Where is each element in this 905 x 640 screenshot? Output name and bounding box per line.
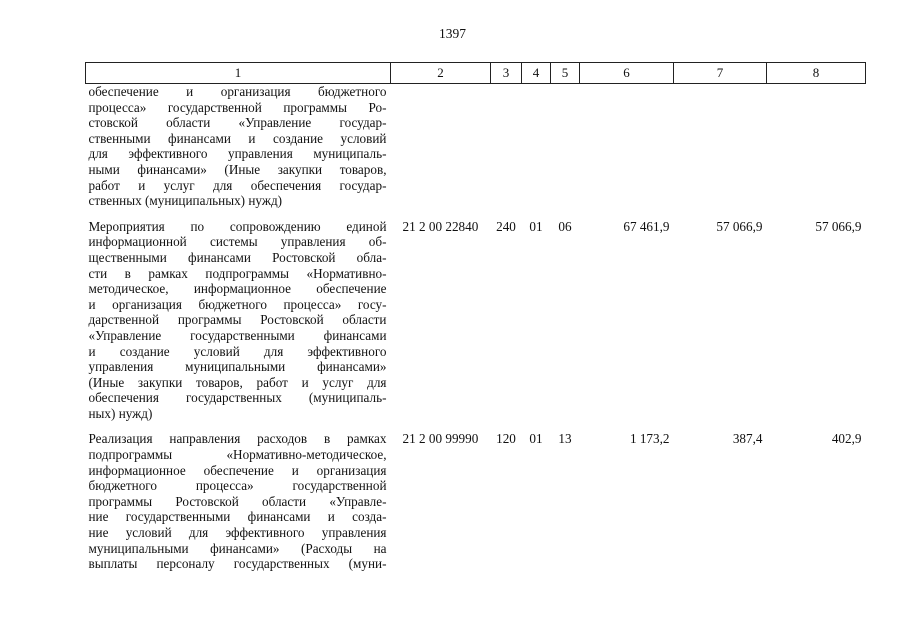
amount-year-3	[767, 84, 866, 219]
description-line: информационное обеспечение и организация	[88, 462, 387, 478]
target-article-code: 21 2 00 99990	[402, 431, 479, 447]
description-line: Мероприятия по сопровождению единой	[88, 218, 387, 234]
description-line: и организация бюджетного процесса» госу-	[88, 296, 387, 312]
target-article-code: 21 2 00 22840	[402, 218, 479, 234]
description-line: процесса» государственной программы Ро-	[88, 99, 387, 115]
amount-year-3: 57 066,9	[815, 218, 862, 234]
expense-type	[491, 84, 522, 219]
subsection-code	[551, 84, 580, 219]
section-code: 01	[529, 218, 543, 234]
description-line: и создание условий для эффективного	[88, 343, 387, 359]
description-line: ственными финансами и создание условий	[88, 130, 387, 146]
description-line: ние государственными финансами и созда-	[88, 509, 387, 525]
description-line: ственных (муниципальных) нужд)	[88, 193, 283, 209]
description-line: стовской области «Управление государ-	[88, 115, 387, 131]
header-col-2: 2	[391, 63, 491, 84]
table-row	[86, 84, 866, 219]
description-line: подпрограммы «Нормативно-методическое,	[88, 447, 387, 463]
amount-year-1: 1 173,2	[629, 431, 670, 447]
amount-year-2: 57 066,9	[716, 218, 763, 234]
header-col-7: 7	[674, 63, 767, 84]
description-line: программы Ростовской области «Управле-	[88, 493, 387, 509]
description-line: обеспечения государственных (муниципаль-	[88, 390, 387, 406]
description-line: управления муниципальными финансами»	[88, 359, 387, 375]
subsection-code: 13	[558, 431, 572, 447]
table-row	[86, 219, 866, 432]
description-line: ных) нужд)	[88, 405, 153, 421]
row-description	[86, 431, 391, 581]
amount-year-1	[580, 84, 674, 219]
description-line: муниципальными финансами» (Расходы на	[88, 540, 387, 556]
description-line: выплаты персоналу государственных (муни-	[88, 556, 387, 572]
amount-year-2	[674, 84, 767, 219]
description-line: сти в рамках подпрограммы «Нормативно-	[88, 265, 387, 281]
table-row	[86, 431, 866, 581]
amount-year-3: 402,9	[831, 431, 862, 447]
description-line: бюджетного процесса» государственной	[88, 478, 387, 494]
expense-type: 120	[496, 431, 516, 447]
target-article-code	[391, 84, 491, 219]
description-line: обеспечение и организация бюджетного	[88, 84, 387, 99]
amount-year-1: 67 461,9	[623, 218, 670, 234]
description-line: работ и услуг для обеспечения государ-	[88, 177, 387, 193]
header-col-3: 3	[491, 63, 522, 84]
description-line: (Иные закупки товаров, работ и услуг для	[88, 374, 387, 390]
description-line: ными финансами» (Иные закупки товаров,	[88, 161, 387, 177]
amount-year-2: 387,4	[732, 431, 763, 447]
description-line: щественными финансами Ростовской обла-	[88, 249, 387, 265]
description-line: методическое, информационное обеспечение	[88, 281, 387, 297]
header-col-1: 1	[86, 63, 391, 84]
section-code	[522, 84, 551, 219]
description-line: Реализация направления расходов в рамках	[88, 431, 387, 447]
description-line: «Управление государственными финансами	[88, 327, 387, 343]
header-col-5: 5	[551, 63, 580, 84]
description-line: ние условий для эффективного управления	[88, 525, 387, 541]
header-col-4: 4	[522, 63, 551, 84]
header-row	[86, 63, 866, 84]
budget-table	[85, 62, 866, 582]
description-line: дарственной программы Ростовской области	[88, 312, 387, 328]
expense-type: 240	[496, 218, 516, 234]
subsection-code: 06	[558, 218, 572, 234]
header-col-8: 8	[767, 63, 866, 84]
header-col-6: 6	[580, 63, 674, 84]
page-number: 1397	[439, 26, 466, 41]
table-header	[86, 63, 866, 84]
row-description	[86, 84, 391, 219]
description-line: для эффективного управления муниципаль-	[88, 146, 387, 162]
row-description	[86, 219, 391, 432]
description-line: информационной системы управления об-	[88, 234, 387, 250]
section-code: 01	[529, 431, 543, 447]
